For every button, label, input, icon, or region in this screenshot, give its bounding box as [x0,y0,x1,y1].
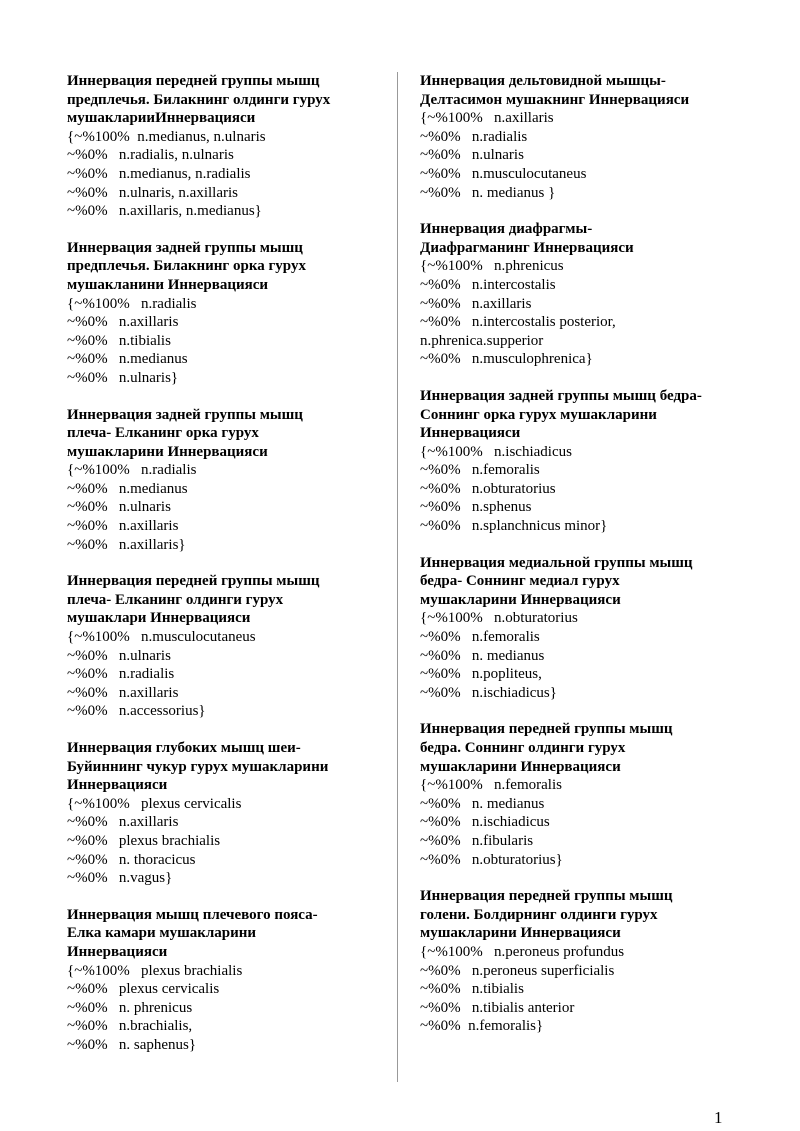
question-title-line: Иннервация передней группы мышц [420,721,673,738]
question-title-line: плеча- Елканинг олдинги гурух [67,591,284,608]
question-block [67,239,387,388]
question-title-line: Соннинг орка гурух мушакларини [420,406,657,423]
answer-option: {~%100% plexus cervicalis [67,795,242,812]
answer-option: ~%0% n.brachialis, [67,1018,193,1035]
question-block [67,572,387,721]
answer-option: ~%0% n.accessorius} [67,703,206,720]
question-block [420,554,740,703]
right-column [420,72,740,1054]
answer-option: ~%0% n.ulnaris, n.axillaris [67,184,238,201]
question-title-line: Иннервация передней группы мышц [67,573,320,590]
question-title-line: Буйиннинг чукур гурух мушакларини [67,758,329,775]
answer-option: {~%100% n.femoralis [420,777,562,794]
question-title-line: бедра- Соннинг медиал гурух [420,573,620,590]
answer-option: ~%0% n.medianus, n.radialis [67,165,251,182]
question-block [420,220,740,369]
question-title-line: мушакланини Иннервацияси [67,276,269,293]
answer-option: ~%0% n.femoralis} [420,1018,544,1035]
question-title-line: Иннервация передней группы мышц [67,73,320,89]
question-title-line: Иннервация передней группы мышц [420,888,673,905]
answer-option: ~%0% n.popliteus, [420,666,542,683]
question-block [67,906,387,1055]
question-title-line: плеча- Елканинг орка гурух [67,425,259,442]
answer-option: ~%0% n.ischiadicus} [420,684,557,701]
question-block [420,720,740,869]
answer-option: ~%0% plexus brachialis [67,832,221,849]
answer-option: ~%0% n.vagus} [67,870,173,887]
question-title-line: Иннервация задней группы мышц бедра- [420,387,702,404]
answer-option: ~%0% n.axillaris} [67,536,186,553]
question-title-line: Диафрагманинг Иннервацияси [420,239,634,256]
question-title-line: Иннервация медиальной группы мышц [420,554,693,571]
answer-option: n.phrenica.supperior [420,332,544,349]
answer-option: ~%0% n.ischiadicus [420,814,550,831]
answer-option: {~%100% n.ischiadicus [420,443,572,460]
answer-option: ~%0% n.tibialis anterior [420,999,575,1016]
question-block [67,406,387,555]
answer-option: ~%0% n.intercostalis posterior, [420,314,616,331]
question-title-line: мушакларини Иннервацияси [420,591,621,608]
answer-option: ~%0% n. medianus [420,647,545,664]
question-title-line: мушакларииИннервацияси [67,110,256,127]
answer-option: {~%100% n.medianus, n.ulnaris [67,128,266,145]
answer-option: ~%0% n.fibularis [420,832,534,849]
answer-option: ~%0% n. saphenus} [67,1036,197,1053]
answer-option: ~%0% n.ulnaris [420,147,524,164]
answer-option: ~%0% n.splanchnicus minor} [420,518,608,535]
question-title-line: предплечья. Билакнинг олдинги гурух [67,91,331,108]
question-block [420,387,740,536]
answer-option: ~%0% n.radialis [420,128,528,145]
answer-option: ~%0% n.intercostalis [420,276,556,293]
left-column [67,72,387,1073]
answer-option: {~%100% plexus brachialis [67,962,243,979]
question-title-line: Иннервация задней группы мышц [67,406,303,423]
answer-option: ~%0% n. thoracicus [67,851,196,868]
question-title-line: Иннервацияси [67,777,168,794]
column-divider [397,72,398,1082]
answer-option: {~%100% n.radialis [67,462,197,479]
answer-option: {~%100% n.axillaris [420,110,554,127]
question-title-line: Иннервация задней группы мышц [67,239,303,256]
answer-option: ~%0% n. phrenicus [67,999,193,1016]
question-title-line: Иннервацияси [67,943,168,960]
answer-option: ~%0% n.peroneus superficialis [420,962,615,979]
answer-option: ~%0% n.tibialis [420,981,524,998]
answer-option: ~%0% n.musculophrenica} [420,351,593,368]
question-title-line: Елка камари мушакларини [67,925,257,942]
answer-option: ~%0% n.musculocutaneus [420,165,587,182]
question-title-line: мушакларини Иннервацияси [67,443,268,460]
answer-option: {~%100% n.phrenicus [420,258,564,275]
answer-option: ~%0% n. medianus [420,795,545,812]
answer-option: ~%0% n.medianus [67,480,188,497]
answer-option: ~%0% plexus cervicalis [67,981,220,998]
question-title-line: Иннервация диафрагмы- [420,221,593,238]
answer-option: {~%100% n.radialis [67,295,197,312]
answer-option: {~%100% n.obturatorius [420,610,578,627]
question-title-line: Иннервация дельтовидной мышцы- [420,73,666,89]
question-block [420,72,740,202]
question-title-line: мушакларини Иннервацияси [420,758,621,775]
answer-option: ~%0% n.ulnaris [67,499,171,516]
question-title-line: мушаклари Иннервацияси [67,610,251,627]
answer-option: {~%100% n.musculocutaneus [67,629,256,646]
question-block [67,739,387,888]
answer-option: {~%100% n.peroneus profundus [420,943,625,960]
question-title-line: предплечья. Билакнинг орка гурух [67,258,306,275]
answer-option: ~%0% n.axillaris [67,518,179,535]
question-title-line: мушакларини Иннервацияси [420,925,621,942]
answer-option: ~%0% n.axillaris, n.medianus} [67,203,262,220]
question-title-line: Иннервация мышц плечевого пояса- [67,906,318,923]
answer-option: ~%0% n.radialis, n.ulnaris [67,147,234,164]
answer-option: ~%0% n.femoralis [420,629,540,646]
answer-option: ~%0% n.femoralis [420,462,540,479]
answer-option: ~%0% n.ulnaris [67,647,171,664]
question-title-line: бедра. Соннинг олдинги гурух [420,740,626,756]
answer-option: ~%0% n.radialis [67,666,175,683]
answer-option: ~%0% n.axillaris [420,295,532,312]
answer-option: ~%0% n.medianus [67,351,188,368]
question-title-line: Делтасимон мушакнинг Иннервацияси [420,91,690,108]
page-number: 1 [714,1108,723,1127]
answer-option: ~%0% n.axillaris [67,314,179,331]
answer-option: ~%0% n.obturatorius} [420,851,563,868]
question-title-line: Иннервация глубоких мышц шеи- [67,740,301,756]
question-title-line: Иннервацияси [420,425,521,442]
answer-option: ~%0% n.axillaris [67,684,179,701]
answer-option: ~%0% n.axillaris [67,814,179,831]
answer-option: ~%0% n.tibialis [67,332,171,349]
answer-option: ~%0% n.obturatorius [420,480,556,497]
answer-option: ~%0% n.sphenus [420,499,532,516]
answer-option: ~%0% n.ulnaris} [67,369,179,386]
question-title-line: голени. Болдирнинг олдинги гурух [420,906,658,923]
question-block [420,887,740,1036]
question-block [67,72,387,221]
answer-option: ~%0% n. medianus } [420,184,556,201]
